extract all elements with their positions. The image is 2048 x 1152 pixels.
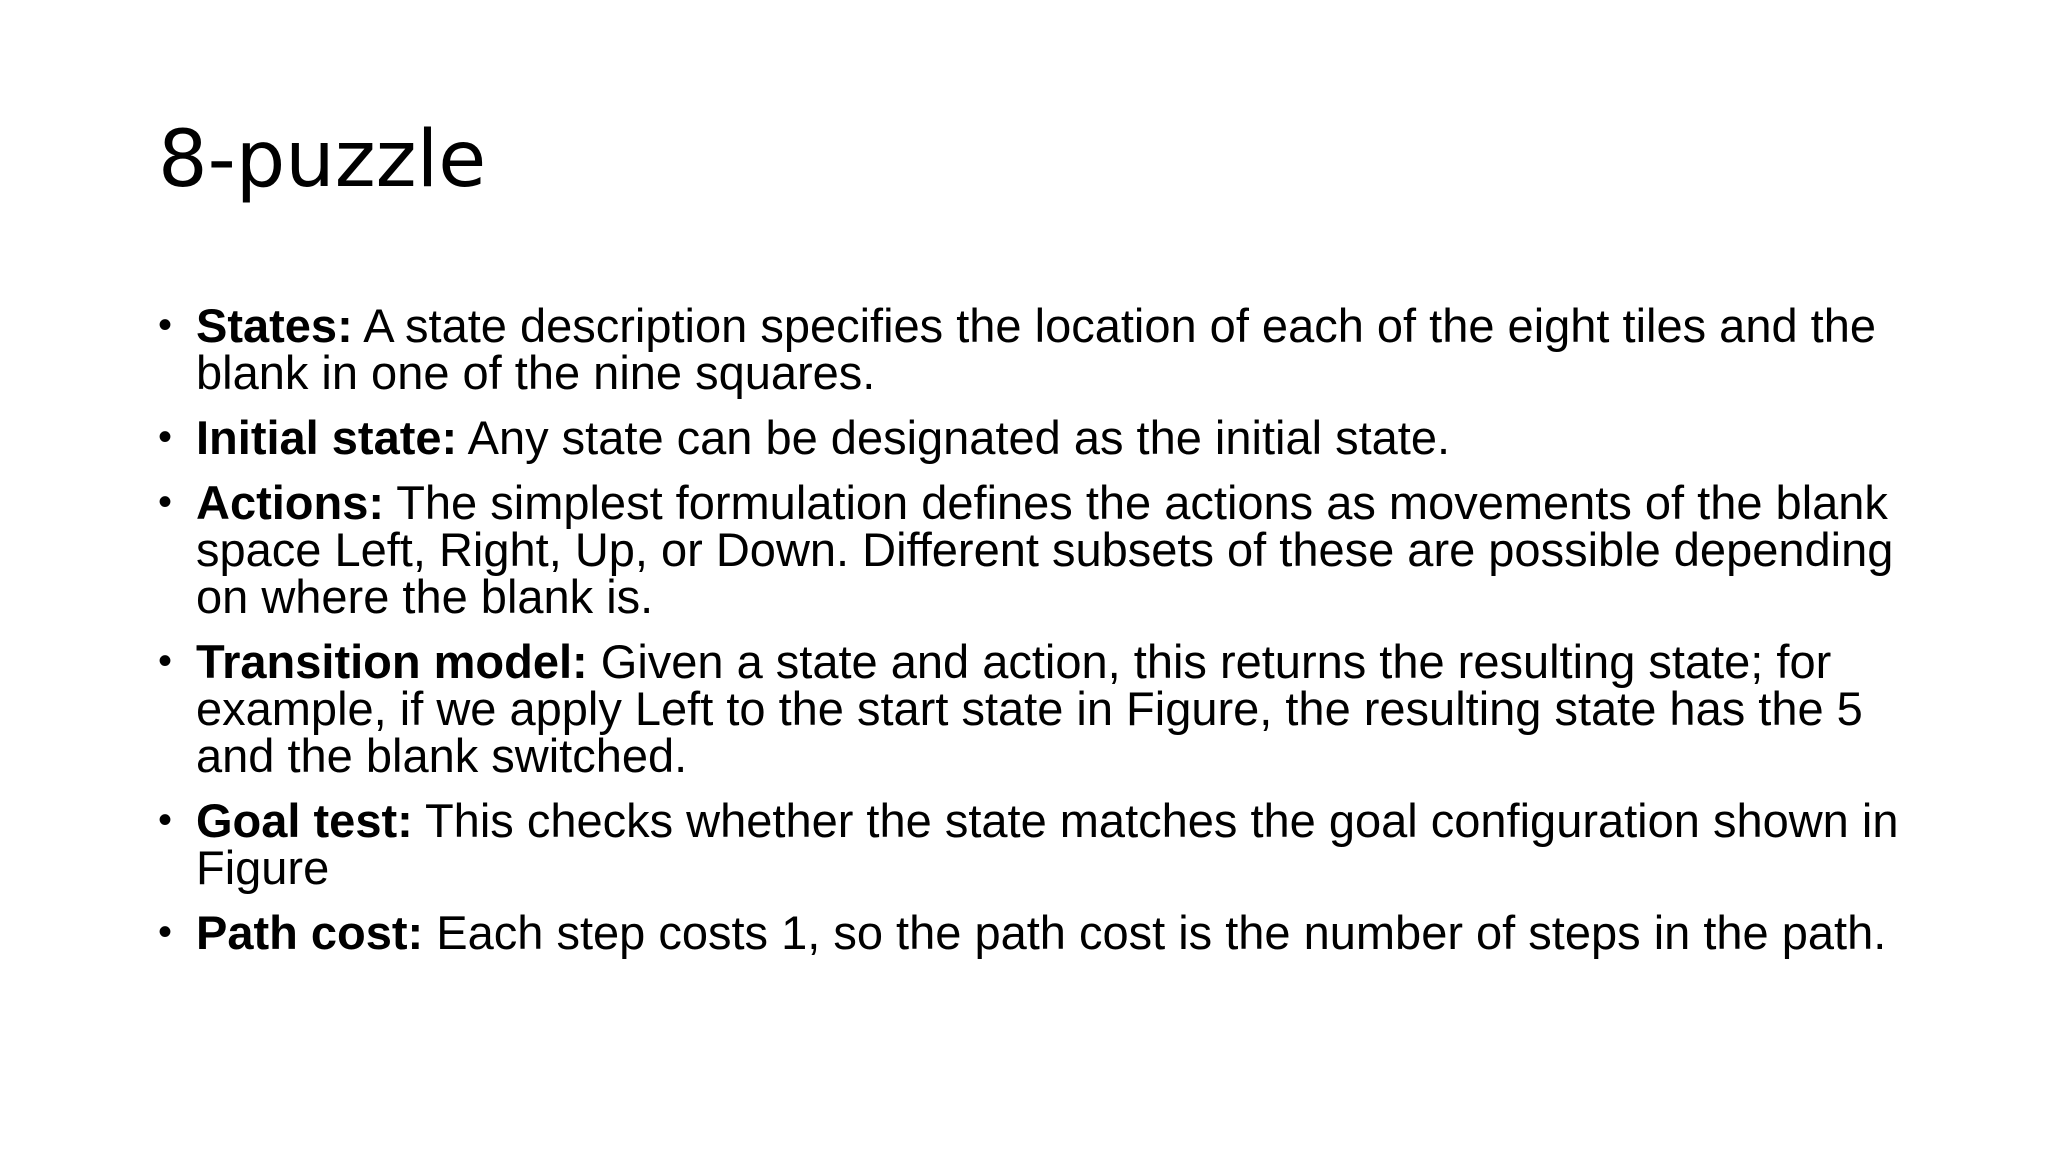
bullet-path-cost — [158, 906, 1918, 959]
bullet-list — [158, 299, 1918, 974]
bullet-term: States: — [196, 299, 353, 352]
bullet-dot-icon: • — [158, 415, 173, 459]
bullet-actions — [158, 476, 1918, 623]
bullet-dot-icon: • — [158, 910, 173, 954]
slide-title: 8-puzzle — [158, 115, 487, 205]
bullet-dot-icon: • — [158, 480, 173, 524]
bullet-term: Goal test: — [196, 794, 413, 847]
bullet-text: A state description specifies the location of each of the eight tiles and the blank in one of the nine squares. — [196, 299, 1876, 399]
bullet-initial-state — [158, 411, 1918, 464]
bullet-dot-icon: • — [158, 639, 173, 683]
bullet-states — [158, 299, 1918, 399]
bullet-term: Path cost: — [196, 906, 424, 959]
bullet-dot-icon: • — [158, 798, 173, 842]
bullet-transition-model — [158, 635, 1918, 782]
bullet-text: The simplest formulation defines the actions as movements of the blank space Left, Right, Up, or Down. Different subsets of these are possible depending on where the blank is. — [196, 476, 1894, 623]
bullet-text: Each step costs 1, so the path cost is the number of steps in the path. — [423, 906, 1887, 959]
bullet-goal-test — [158, 794, 1918, 894]
bullet-dot-icon: • — [158, 303, 173, 347]
bullet-term: Transition model: — [196, 635, 588, 688]
bullet-text: Given a state and action, this returns the resulting state; for example, if we apply Left to the start state in Figure, the resulting state has the 5 and the blank switched. — [196, 635, 1863, 782]
bullet-term: Initial state: — [196, 411, 458, 464]
bullet-term: Actions: — [196, 476, 384, 529]
bullet-text: This checks whether the state matches the goal configuration shown in Figure — [196, 794, 1899, 894]
bullet-text: Any state can be designated as the initial state. — [457, 411, 1451, 464]
